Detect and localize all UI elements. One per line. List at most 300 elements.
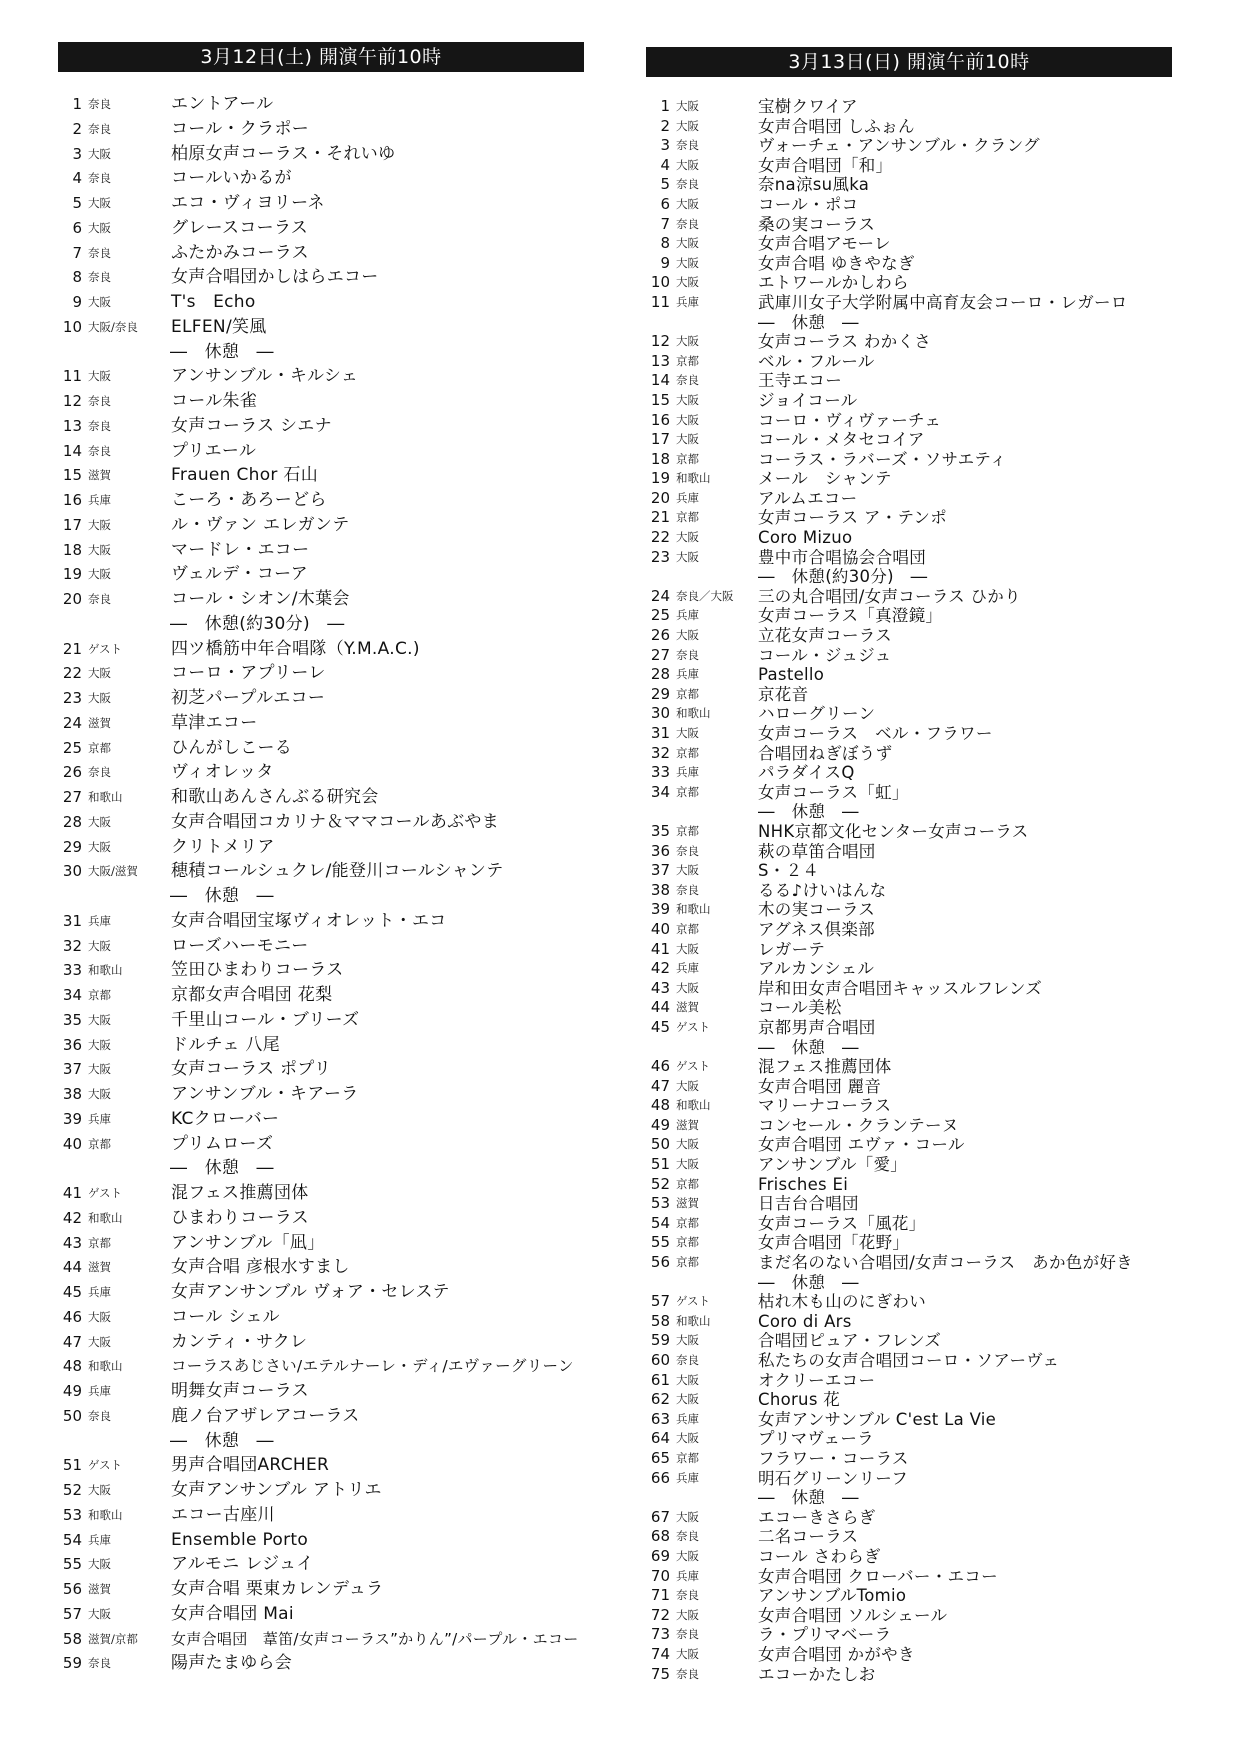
- prefecture: 奈良: [88, 418, 111, 433]
- prefecture: 大阪: [676, 1333, 699, 1348]
- program-row: [646, 1057, 1174, 1077]
- entry-number: 32: [650, 743, 670, 762]
- entry-number: 48: [650, 1096, 670, 1115]
- choir-name: レガーテ: [758, 939, 826, 959]
- program-row: [58, 265, 586, 290]
- entry-number: 42: [62, 1208, 82, 1227]
- program-row: [58, 290, 586, 315]
- prefecture: 兵庫: [88, 493, 111, 507]
- program-row: [58, 1206, 586, 1231]
- program-row: [646, 1312, 1174, 1332]
- program-row: [58, 686, 586, 711]
- entry-number: 13: [62, 416, 82, 435]
- entry-number: 23: [62, 689, 82, 707]
- entry-number: 36: [62, 1035, 82, 1054]
- program-row: [58, 1033, 586, 1058]
- prefecture: 大阪: [88, 1012, 111, 1027]
- program-row: [58, 736, 586, 761]
- program-row: [646, 704, 1174, 724]
- program-row: [58, 1354, 586, 1379]
- choir-name: 女声合唱団宝塚ヴィオレット・エコ: [171, 910, 447, 931]
- program-row: [58, 1478, 586, 1503]
- entry-number: 45: [62, 1283, 82, 1301]
- prefecture: 和歌山: [88, 790, 123, 804]
- entry-number: 14: [650, 371, 670, 390]
- program-row: [646, 626, 1174, 646]
- program-row: [646, 1410, 1174, 1430]
- choir-name: S・２４: [758, 861, 820, 881]
- program-row: [58, 389, 586, 414]
- entry-number: 22: [62, 664, 82, 683]
- program-row: [646, 97, 1174, 117]
- entry-number: 57: [650, 1292, 670, 1311]
- entry-number: 59: [62, 1654, 82, 1673]
- entry-number: 44: [62, 1258, 82, 1277]
- choir-name: 宝樹クワイア: [758, 97, 858, 116]
- program-row: [58, 1577, 586, 1602]
- prefecture: ゲスト: [88, 1186, 123, 1200]
- entry-number: 15: [62, 466, 82, 485]
- choir-name: 四ツ橋筋中年合唱隊（Y.M.A.C.): [171, 638, 420, 659]
- choir-name: 女声コーラス「風花」: [758, 1213, 926, 1233]
- entry-number: 6: [660, 194, 670, 213]
- prefecture: 大阪: [676, 236, 699, 251]
- entry-number: 36: [650, 841, 670, 860]
- intermission-label: ― 休憩 ―: [758, 802, 859, 822]
- choir-name: 明石グリーンリーフ: [758, 1468, 909, 1488]
- entry-number: 70: [650, 1566, 670, 1585]
- intermission-row: [646, 567, 1174, 587]
- choir-name: コール シェル: [171, 1306, 280, 1327]
- prefecture: 和歌山: [676, 902, 711, 917]
- choir-name: 女声合唱団かしはらエコー: [171, 267, 379, 288]
- prefecture: 京都: [676, 784, 699, 799]
- prefecture: 大阪: [676, 1392, 699, 1407]
- prefecture: 大阪: [676, 726, 699, 740]
- prefecture: 奈良: [88, 1656, 111, 1671]
- prefecture: 奈良: [88, 97, 111, 111]
- choir-name: るる♪けいはんな: [758, 880, 887, 900]
- program-row: [58, 1651, 586, 1676]
- entry-number: 3: [72, 144, 82, 163]
- entry-number: 52: [62, 1481, 82, 1499]
- intermission-label: ― 休憩 ―: [758, 312, 859, 332]
- choir-name: 女声合唱 彦根水すまし: [171, 1257, 350, 1278]
- program-row: [646, 1194, 1174, 1214]
- entry-number: 39: [650, 900, 670, 919]
- choir-name: コール・ポコ: [758, 194, 859, 214]
- prefecture: 京都: [676, 921, 699, 936]
- choir-name: 女声コーラス シエナ: [171, 415, 332, 436]
- entry-number: 24: [62, 713, 82, 732]
- choir-name: アンサンブル・キルシェ: [171, 366, 359, 387]
- program-row: [58, 1404, 586, 1429]
- choir-name: 萩の草笛合唱団: [758, 841, 876, 861]
- day2-header: 3月13日(日) 開演午前10時: [646, 47, 1172, 77]
- prefecture: 大阪: [676, 1646, 699, 1661]
- day1-program-list: [58, 92, 586, 1676]
- choir-name: Coro di Ars: [758, 1311, 852, 1331]
- program-row: [646, 156, 1174, 176]
- intermission-row: [646, 1273, 1174, 1293]
- program-row: [58, 1330, 586, 1355]
- program-row: [646, 1077, 1174, 1097]
- choir-name: 桑の実コーラス: [758, 214, 876, 234]
- prefecture: ゲスト: [676, 1019, 711, 1034]
- program-row: [646, 1233, 1174, 1253]
- prefecture: 滋賀: [676, 1000, 699, 1015]
- prefecture: 京都: [676, 353, 699, 368]
- program-row: [58, 760, 586, 785]
- prefecture: 京都: [676, 451, 699, 466]
- prefecture: 大阪: [88, 938, 111, 953]
- prefecture: 滋賀: [88, 715, 111, 730]
- choir-name: 奈na涼su風ka: [758, 175, 870, 195]
- choir-name: アンサンブルTomio: [758, 1586, 907, 1606]
- entry-number: 1: [660, 97, 670, 115]
- choir-name: T's Echo: [171, 292, 256, 312]
- entry-number: 54: [650, 1213, 670, 1232]
- choir-name: 私たちの女声合唱団コーロ・ソアーヴェ: [758, 1351, 1060, 1370]
- program-row: [58, 835, 586, 860]
- choir-name: 女声合唱団 Mai: [171, 1603, 294, 1624]
- entry-number: 8: [660, 234, 670, 253]
- choir-name: 女声コーラス ベル・フラワー: [758, 724, 993, 743]
- entry-number: 50: [650, 1135, 670, 1154]
- program-row: [58, 983, 586, 1008]
- prefecture: 兵庫: [676, 961, 699, 976]
- intermission-label: ― 休憩(約30分) ―: [758, 567, 928, 587]
- prefecture: 兵庫: [676, 765, 699, 780]
- prefecture: 奈良: [676, 1666, 699, 1681]
- choir-name: 草津エコー: [171, 712, 258, 733]
- entry-number: 40: [650, 919, 670, 938]
- entry-number: 71: [650, 1586, 670, 1605]
- program-row: [646, 1135, 1174, 1155]
- choir-name: コール・シオン/木葉会: [171, 589, 350, 609]
- prefecture: 奈良: [88, 1408, 111, 1423]
- choir-name: 岸和田女声合唱団キャッスルフレンズ: [758, 978, 1043, 998]
- choir-name: 千里山コール・ブリーズ: [171, 1009, 360, 1030]
- prefecture: 兵庫: [88, 1384, 111, 1398]
- entry-number: 7: [72, 243, 82, 262]
- entry-number: 22: [650, 528, 670, 547]
- entry-number: 10: [650, 273, 670, 292]
- choir-name: エコーかたしお: [758, 1664, 876, 1684]
- choir-name: 鹿ノ台アザレアコーラス: [171, 1405, 360, 1426]
- choir-name: アルムエコー: [758, 488, 858, 508]
- prefecture: 京都: [676, 1215, 699, 1230]
- entry-number: 45: [650, 1017, 670, 1036]
- program-row: [58, 513, 586, 538]
- program-row: [646, 411, 1174, 431]
- entry-number: 51: [62, 1456, 82, 1475]
- entry-number: 53: [62, 1505, 82, 1524]
- entry-number: 57: [62, 1604, 82, 1623]
- prefecture: 大阪: [88, 295, 111, 309]
- entry-number: 35: [650, 821, 670, 840]
- program-row: [646, 117, 1174, 137]
- entry-number: 20: [650, 488, 670, 507]
- intermission-row: [58, 340, 586, 365]
- choir-name: 王寺エコー: [758, 371, 842, 391]
- choir-name: 京都女声合唱団 花梨: [171, 985, 333, 1005]
- prefecture: 奈良: [676, 1627, 699, 1642]
- program-row: [58, 1552, 586, 1577]
- choir-name: 合唱団ピュア・フレンズ: [758, 1331, 942, 1351]
- program-row: [58, 488, 586, 513]
- entry-number: 25: [62, 738, 82, 757]
- choir-name: 女声合唱団「花野」: [758, 1233, 910, 1253]
- program-row: [58, 414, 586, 439]
- prefecture: 大阪: [88, 542, 111, 557]
- program-row: [646, 489, 1174, 509]
- prefecture: 奈良: [88, 245, 111, 260]
- entry-number: 5: [660, 175, 670, 194]
- entry-number: 19: [62, 565, 82, 584]
- prefecture: 滋賀: [676, 1196, 699, 1211]
- intermission-row: [646, 313, 1174, 333]
- prefecture: 大阪: [676, 628, 699, 643]
- choir-name: アンサンブル「愛」: [758, 1155, 908, 1175]
- program-row: [58, 538, 586, 563]
- choir-name: プリマヴェーラ: [758, 1429, 874, 1449]
- choir-name: コーロ・アプリーレ: [171, 663, 326, 684]
- program-row: [646, 1567, 1174, 1587]
- prefecture: 和歌山: [676, 471, 711, 486]
- program-row: [646, 685, 1174, 705]
- choir-name: Pastello: [758, 665, 825, 685]
- entry-number: 66: [650, 1468, 670, 1487]
- choir-name: コール・メタセコイア: [758, 430, 925, 450]
- choir-name: まだ名のない合唱団/女声コーラス あか色が好き: [758, 1253, 1133, 1273]
- entry-number: 12: [650, 332, 670, 351]
- choir-name: Coro Mizuo: [758, 528, 853, 548]
- choir-name: 笠田ひまわりコーラス: [171, 960, 344, 981]
- prefecture: 大阪: [676, 255, 699, 270]
- choir-name: コール・クラポー: [171, 118, 310, 139]
- prefecture: 大阪: [88, 567, 111, 582]
- prefecture: 滋賀: [88, 1582, 111, 1596]
- prefecture: 大阪: [88, 1483, 111, 1497]
- prefecture: 奈良: [88, 765, 111, 780]
- entry-number: 4: [72, 169, 82, 188]
- entry-number: 18: [650, 449, 670, 468]
- program-row: [646, 1018, 1174, 1038]
- program-row: [646, 1155, 1174, 1175]
- choir-name: 立花女声コーラス: [758, 626, 892, 646]
- entry-number: 49: [650, 1115, 670, 1134]
- program-row: [646, 646, 1174, 666]
- choir-name: プリエール: [171, 440, 257, 461]
- prefecture: 奈良: [676, 882, 699, 897]
- entry-number: 23: [650, 547, 670, 566]
- program-row: [58, 1602, 586, 1627]
- intermission-label: ― 休憩 ―: [758, 1037, 859, 1057]
- prefecture: 大阪: [88, 1334, 111, 1349]
- prefecture: 大阪: [88, 1557, 111, 1572]
- prefecture: 兵庫: [676, 1411, 699, 1426]
- prefecture: 京都: [676, 510, 699, 525]
- choir-name: コーロ・ヴィヴァーチェ: [758, 410, 942, 430]
- choir-name: 京都男声合唱団: [758, 1017, 876, 1037]
- entry-number: 31: [650, 724, 670, 742]
- prefecture: 奈良: [88, 394, 111, 408]
- entry-number: 9: [72, 293, 82, 311]
- program-row: [646, 1175, 1174, 1195]
- entry-number: 56: [62, 1580, 82, 1598]
- entry-number: 29: [62, 837, 82, 856]
- choir-name: 女声コーラス わかくさ: [758, 332, 932, 352]
- intermission-label: ― 休憩(約30分) ―: [170, 613, 345, 634]
- prefecture: 兵庫: [676, 1470, 699, 1485]
- program-row: [646, 900, 1174, 920]
- prefecture: 大阪: [676, 334, 699, 349]
- prefecture: 奈良: [88, 121, 111, 136]
- entry-number: 38: [62, 1085, 82, 1103]
- choir-name: 木の実コーラス: [758, 900, 876, 920]
- program-row: [646, 1390, 1174, 1410]
- choir-name: Frisches Ei: [758, 1174, 849, 1194]
- program-row: [646, 783, 1174, 803]
- entry-number: 21: [650, 508, 670, 527]
- intermission-label: ― 休憩 ―: [170, 886, 274, 906]
- program-row: [58, 1503, 586, 1528]
- program-row: [646, 881, 1174, 901]
- choir-name: 三の丸合唱団/女声コーラス ひかり: [758, 586, 1021, 606]
- intermission-label: ― 休憩 ―: [170, 341, 274, 362]
- prefecture: ゲスト: [88, 641, 123, 656]
- prefecture: 大阪: [676, 196, 699, 211]
- program-row: [58, 1107, 586, 1132]
- program-row: [646, 1645, 1174, 1665]
- program-row: [58, 1627, 586, 1652]
- entry-number: 26: [650, 626, 670, 645]
- program-row: [58, 166, 586, 191]
- program-row: [646, 606, 1174, 626]
- prefecture: 和歌山: [88, 1359, 123, 1374]
- choir-name: アグネス倶楽部: [758, 919, 875, 939]
- choir-name: 武庫川女子大学附属中高育友会コーロ・レガーロ: [758, 292, 1128, 312]
- choir-name: こーろ・あろーどら: [171, 490, 327, 510]
- entry-number: 47: [62, 1332, 82, 1351]
- entry-number: 43: [650, 978, 670, 997]
- choir-name: 女声コーラス ポプリ: [171, 1059, 332, 1080]
- entry-number: 46: [62, 1307, 82, 1326]
- program-row: [58, 934, 586, 959]
- program-row: [58, 785, 586, 810]
- entry-number: 46: [650, 1057, 670, 1076]
- entry-number: 56: [650, 1253, 670, 1272]
- choir-name: Ensemble Porto: [171, 1529, 309, 1550]
- choir-name: エトワールかしわら: [758, 273, 909, 293]
- entry-number: 20: [62, 590, 82, 608]
- prefecture: 大阪: [676, 549, 699, 564]
- choir-name: 女声合唱団 葦笛/女声コーラス”かりん”/パープル・エコー: [171, 1629, 579, 1648]
- program-row: [646, 1214, 1174, 1234]
- prefecture: 大阪: [676, 1509, 699, 1524]
- prefecture: 大阪: [676, 1548, 699, 1563]
- choir-name: 穂積コールシュクレ/能登川コールシャンテ: [171, 861, 504, 882]
- entry-number: 11: [650, 292, 670, 311]
- prefecture: 和歌山: [88, 1210, 123, 1225]
- prefecture: 奈良: [676, 1529, 699, 1544]
- program-row: [646, 920, 1174, 940]
- prefecture: 大阪: [676, 1157, 699, 1172]
- entry-number: 72: [650, 1605, 670, 1624]
- choir-name: 女声合唱アモーレ: [758, 234, 891, 254]
- choir-name: アンサンブル「凪」: [171, 1232, 325, 1253]
- program-row: [646, 1527, 1174, 1547]
- prefecture: 奈良: [676, 647, 699, 662]
- prefecture: 大阪: [88, 196, 111, 210]
- entry-number: 58: [62, 1629, 82, 1648]
- day1-header: 3月12日(土) 開演午前10時: [58, 42, 584, 72]
- program-row: [646, 861, 1174, 881]
- choir-name: 陽声たまゆら会: [171, 1653, 293, 1674]
- prefecture: 京都: [88, 1136, 111, 1151]
- program-row: [58, 909, 586, 934]
- choir-name: エントアール: [171, 94, 274, 114]
- prefecture: 兵庫: [676, 490, 699, 505]
- entry-number: 5: [72, 194, 82, 212]
- entry-number: 73: [650, 1625, 670, 1644]
- choir-name: ベル・フルール: [758, 351, 875, 371]
- choir-name: 初芝パープルエコー: [171, 688, 326, 708]
- entry-number: 26: [62, 763, 82, 782]
- choir-name: マードレ・エコー: [171, 539, 310, 560]
- program-row: [646, 352, 1174, 372]
- choir-name: 男声合唱団ARCHER: [171, 1455, 330, 1476]
- choir-name: 女声合唱団「和」: [758, 155, 893, 175]
- prefecture: 京都: [88, 1235, 111, 1250]
- entry-number: 50: [62, 1406, 82, 1425]
- program-row: [646, 1665, 1174, 1685]
- choir-name: 柏原女声コーラス・それいゆ: [171, 143, 396, 164]
- prefecture: 兵庫: [88, 1111, 111, 1126]
- program-row: [646, 195, 1174, 215]
- entry-number: 32: [62, 936, 82, 955]
- entry-number: 2: [72, 119, 82, 138]
- program-row: [646, 1508, 1174, 1528]
- prefecture: 大阪/奈良: [88, 319, 138, 334]
- prefecture: 兵庫: [676, 294, 699, 309]
- program-row: [646, 1547, 1174, 1567]
- program-row: [646, 1606, 1174, 1626]
- program-row: [646, 822, 1174, 842]
- choir-name: ラ・プリマベーラ: [758, 1625, 892, 1645]
- prefecture: 奈良: [676, 843, 699, 858]
- prefecture: 滋賀: [676, 1117, 699, 1132]
- program-row: [646, 332, 1174, 352]
- prefecture: 和歌山: [676, 706, 711, 721]
- program-row: [646, 1586, 1174, 1606]
- choir-name: 女声合唱団コカリナ＆ママコールあぶやま: [171, 811, 500, 832]
- choir-name: パラダイスQ: [758, 763, 855, 783]
- intermission-row: [58, 1429, 586, 1454]
- entry-number: 39: [62, 1109, 82, 1128]
- prefecture: 滋賀: [88, 1260, 111, 1275]
- program-row: [58, 637, 586, 662]
- program-row: [646, 528, 1174, 548]
- entry-number: 54: [62, 1530, 82, 1549]
- choir-name: ひまわりコーラス: [171, 1207, 309, 1228]
- program-row: [58, 1057, 586, 1082]
- prefecture: 大阪: [676, 941, 699, 956]
- prefecture: 大阪: [88, 220, 111, 235]
- entry-number: 12: [62, 392, 82, 410]
- program-row: [58, 1082, 586, 1107]
